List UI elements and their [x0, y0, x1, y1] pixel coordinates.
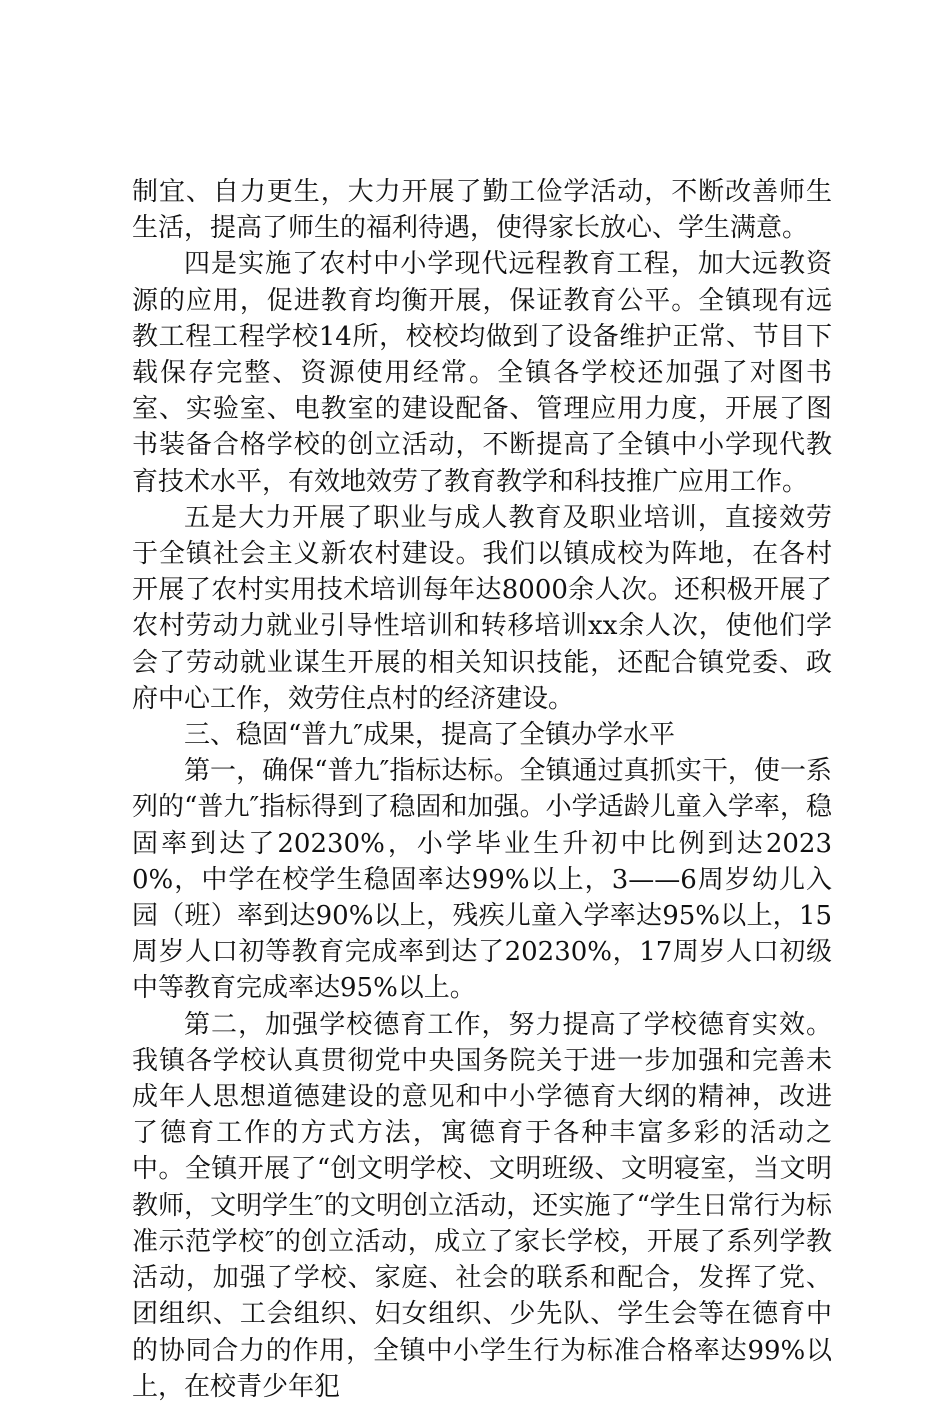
paragraph-vocational-training: 五是大力开展了职业与成人教育及职业培训，直接效劳于全镇社会主义新农村建设。我们以镇成校为阵地，在各村开展了农村实用技术培训每年达8000余人次。还积极开展了农村劳动力就业引导性培训和转移培训xx余人次，使他们学会了劳动就业谋生开展的相关知识技能，还配合镇党委、政府中心工作，效劳住点村的经济建设。: [132, 502, 832, 714]
document-body: [132, 174, 832, 1405]
paragraph-remote-education: 四是实施了农村中小学现代远程教育工程，加大远教资源的应用，促进教育均衡开展，保证教育公平。全镇现有远教工程工程学校14所，校校均做到了设备维护正常、节目下载保存完整、资源使用经常。全镇各学校还加强了对图书室、实验室、电教室的建设配备、管理应用力度，开展了图书装备合格学校的创立活动，不断提高了全镇中小学现代教育技术水平，有效地效劳了教育教学和科技推广应用工作。: [132, 249, 832, 497]
paragraph-continuation: 制宜、自力更生，大力开展了勤工俭学活动，不断改善师生生活，提高了师生的福利待遇，使得家长放心、学生满意。: [132, 177, 832, 244]
paragraph-first-point: 第一，确保“普九″指标达标。全镇通过真抓实干，使一系列的“普九″指标得到了稳固和加强。小学适龄儿童入学率，稳固率到达了20230%，小学毕业生升初中比例到达20230%，中学在校学生稳固率达99%以上，3——6周岁幼儿入园（班）率到达90%以上，残疾儿童入学率达95%以上，15周岁人口初等教育完成率到达了20230%，17周岁人口初级中等教育完成率达95%以上。: [132, 756, 832, 1004]
section-heading: 三、稳固“普九″成果，提高了全镇办学水平: [184, 720, 676, 751]
paragraph-second-point: 第二，加强学校德育工作，努力提高了学校德育实效。我镇各学校认真贯彻党中央国务院关于进一步加强和完善未成年人思想道德建设的意见和中小学德育大纲的精神，改进了德育工作的方式方法，寓德育于各种丰富多彩的活动之中。全镇开展了“创文明学校、文明班级、文明寝室，当文明教师，文明学生″的文明创立活动，还实施了“学生日常行为标准示范学校″的创立活动，成立了家长学校，开展了系列学教活动，加强了学校、家庭、社会的联系和配合，发挥了党、团组织、工会组织、妇女组织、少先队、学生会等在德育中的协同合力的作用，全镇中小学生行为标准合格率达99%以上，在校青少年犯: [132, 1009, 832, 1402]
